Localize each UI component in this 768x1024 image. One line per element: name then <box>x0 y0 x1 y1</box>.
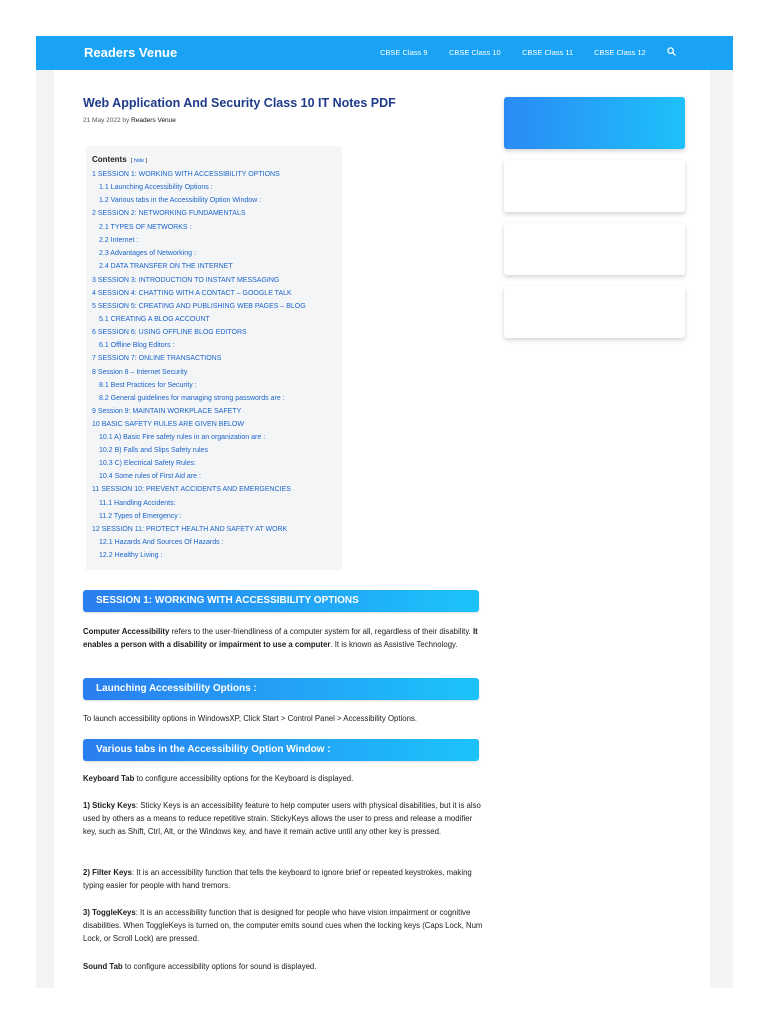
toc-item[interactable]: 2.2 Internet : <box>99 237 139 244</box>
toc-item[interactable]: 1.2 Various tabs in the Accessibility Option Window : <box>99 197 262 204</box>
toc-item[interactable]: 12 SESSION 11: PROTECT HEALTH AND SAFETY AT WORK <box>92 526 288 533</box>
toc-item[interactable]: 11.2 Types of Emergency : <box>99 513 182 520</box>
toc-item[interactable]: 7 SESSION 7: ONLINE TRANSACTIONS <box>92 355 222 362</box>
paragraph-computer-accessibility <box>83 625 483 651</box>
toc-item[interactable]: 2.1 TYPES OF NETWORKS : <box>99 224 192 231</box>
section-heading-various-tabs <box>83 739 479 761</box>
article-title: Web Application And Security Class 10 IT Notes PDF <box>83 96 396 110</box>
toc-item[interactable]: 3 SESSION 3: INTRODUCTION TO INSTANT MESSAGING <box>92 277 280 284</box>
toc-item[interactable]: 12.2 Healthy Living : <box>99 552 163 559</box>
author-link[interactable]: Readers Venue <box>131 117 176 124</box>
toc-item[interactable]: 1.1 Launching Accessibility Options : <box>99 184 213 191</box>
paragraph-sticky-keys <box>83 799 483 838</box>
search-icon[interactable] <box>667 47 676 56</box>
nav-cbse-class-12[interactable]: CBSE Class 12 <box>594 48 646 57</box>
post-date: 21 May 2022 <box>83 117 121 124</box>
bold-term: 2) Filter Keys <box>83 868 132 877</box>
paragraph-sound-tab <box>83 960 483 973</box>
paragraph-toggle-keys <box>83 906 483 945</box>
toc-hide-open: [ <box>130 158 133 164</box>
toc-item[interactable]: 8.1 Best Practices for Security : <box>99 382 197 389</box>
toc-item[interactable]: 2.3 Advantages of Networking : <box>99 250 196 257</box>
article-meta <box>83 117 176 124</box>
toc-item[interactable]: 10 BASIC SAFETY RULES ARE GIVEN BELOW <box>92 421 244 428</box>
toc-item[interactable]: 9 Session 9: MAINTAIN WORKPLACE SAFETY <box>92 408 242 415</box>
paragraph-text: : It is an accessibility function that is designed for people who have vision impairment or cognitive disabilities. When ToggleKeys is turned on, the computer emits sound cues when the locking keys (Caps Lock, Num Lock, or Scroll Lock) are pressed. <box>83 908 483 943</box>
toc-item[interactable]: 2.4 DATA TRANSFER ON THE INTERNET <box>99 263 233 270</box>
site-logo[interactable]: Readers Venue <box>84 45 178 60</box>
toc-heading <box>92 155 147 164</box>
bold-term: 1) Sticky Keys <box>83 801 136 810</box>
section-heading-session-1 <box>83 590 479 612</box>
toc-item[interactable]: 2 SESSION 2: NETWORKING FUNDAMENTALS <box>92 210 246 217</box>
paragraph-text: to configure accessibility options for the Keyboard is displayed. <box>134 774 354 783</box>
bold-term: Computer Accessibility <box>83 627 170 636</box>
top-navbar <box>36 36 733 70</box>
paragraph-launch-instructions: To launch accessibility options in WindowsXP, Click Start > Control Panel > Accessibility Options. <box>83 714 417 723</box>
section-heading-text: Various tabs in the Accessibility Option Window : <box>96 744 331 755</box>
bold-term: Sound Tab <box>83 962 123 971</box>
section-heading-text: SESSION 1: WORKING WITH ACCESSIBILITY OPTIONS <box>96 595 359 606</box>
paragraph-text: to configure accessibility options for sound is displayed. <box>122 962 317 971</box>
toc-item[interactable]: 10.4 Some rules of First Aid are : <box>99 473 201 480</box>
bold-text: It enables a person with a disability or impairment to use a computer <box>83 627 478 649</box>
bold-term: Keyboard Tab <box>83 774 135 783</box>
toc-item[interactable]: 10.2 B) Falls and Slips Safety rules <box>99 447 208 454</box>
toc-item[interactable]: 4 SESSION 4: CHATTING WITH A CONTACT – GOOGLE TALK <box>92 290 292 297</box>
toc-item[interactable]: 6 SESSION 6: USING OFFLINE BLOG EDITORS <box>92 329 247 336</box>
toc-item[interactable]: 8 Session 8 – Internet Security <box>92 369 188 376</box>
paragraph-text: : It is an accessibility function that tells the keyboard to ignore brief or repeated keystrokes, making typing easier for people with hand tremors. <box>83 868 472 890</box>
toc-hide-toggle[interactable] <box>131 158 148 164</box>
toc-hide-close: ] <box>145 158 148 164</box>
section-heading-launching <box>83 678 479 700</box>
toc-item[interactable]: 11.1 Handling Accidents: <box>99 500 176 507</box>
sidebar-widget-banner[interactable] <box>504 97 685 149</box>
toc-item[interactable]: 11 SESSION 10: PREVENT ACCIDENTS AND EMERGENCIES <box>92 486 291 493</box>
nav-cbse-class-11[interactable]: CBSE Class 11 <box>522 48 574 57</box>
toc-title: Contents <box>92 155 127 164</box>
paragraph-keyboard-tab <box>83 772 483 785</box>
toc-item[interactable]: 5 SESSION 5: CREATING AND PUBLISHING WEB PAGES – BLOG <box>92 303 306 310</box>
toc-hide-link[interactable]: hide <box>133 158 145 164</box>
paragraph-text: refers to the user-friendliness of a computer system for all, regardless of their disability. <box>169 627 474 636</box>
toc-item[interactable]: 8.2 General guidelines for managing strong passwords are : <box>99 395 285 402</box>
toc-item[interactable]: 10.3 C) Electrical Safety Rules: <box>99 460 196 467</box>
sidebar-widget[interactable] <box>504 286 685 338</box>
sidebar-widget[interactable] <box>504 223 685 275</box>
section-heading-text: Launching Accessibility Options : <box>96 683 257 694</box>
paragraph-filter-keys <box>83 866 483 892</box>
toc-item[interactable]: 1 SESSION 1: WORKING WITH ACCESSIBILITY OPTIONS <box>92 171 280 178</box>
sidebar-widget[interactable] <box>504 160 685 212</box>
nav-cbse-class-9[interactable]: CBSE Class 9 <box>380 48 428 57</box>
bold-term: 3) ToggleKeys <box>83 908 136 917</box>
nav-cbse-class-10[interactable]: CBSE Class 10 <box>449 48 501 57</box>
toc-item[interactable]: 10.1 A) Basic Fire safety rules in an organization are : <box>99 434 266 441</box>
paragraph-text: : Sticky Keys is an accessibility feature to help computer users with physical disabilities, but it is also used by others as a means to reduce repetitive strain. StickyKeys allows the user to press and release a modifier key, such as Shift, Ctrl, Alt, or the Windows key, and have it remain active until any other key is pressed. <box>83 801 481 836</box>
toc-item[interactable]: 5.1 CREATING A BLOG ACCOUNT <box>99 316 210 323</box>
by-label: by <box>122 117 130 124</box>
toc-item[interactable]: 6.1 Offline Blog Editors : <box>99 342 175 349</box>
toc-item[interactable]: 12.1 Hazards And Sources Of Hazards : <box>99 539 224 546</box>
paragraph-text: . It is known as Assistive Technology. <box>330 640 458 649</box>
